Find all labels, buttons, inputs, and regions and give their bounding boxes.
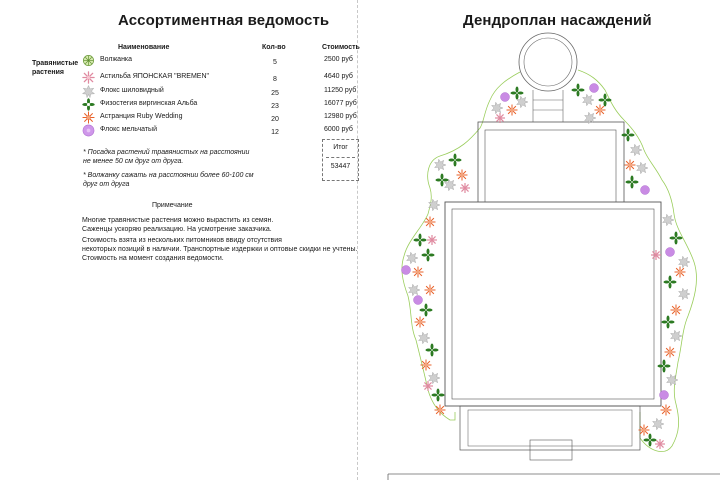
group-label-herbaceous xyxy=(32,59,78,77)
column-header-name: Наименование xyxy=(118,44,170,51)
astrantia-marker xyxy=(595,105,606,116)
physostegia-marker xyxy=(664,276,677,289)
astrantia-marker xyxy=(625,160,636,171)
dendroplan-title: Дендроплан насаждений xyxy=(463,12,652,29)
physostegia-marker xyxy=(420,304,433,317)
group-label-line: Травянистые xyxy=(32,60,79,67)
phlox-subulata-marker xyxy=(667,374,678,386)
column-header-qty: Кол-во xyxy=(262,44,286,51)
astrantia-marker xyxy=(415,317,426,328)
note-line: не менее 50 см друг от друга. xyxy=(83,158,184,165)
table-row xyxy=(82,112,367,125)
astrantia-marker xyxy=(661,405,672,416)
dendroplan-drawing xyxy=(380,0,720,480)
plant-qty: 23 xyxy=(271,103,279,110)
total-divider xyxy=(326,157,355,158)
phlox-subulata-marker xyxy=(653,418,664,430)
astilbe-marker xyxy=(655,439,665,449)
astrantia-marker xyxy=(507,105,518,116)
physostegia-marker xyxy=(414,234,427,247)
remark-paragraph xyxy=(82,236,372,263)
remark-line: некоторых позиций в наличии. Транспортные издержки и оптовые скидки не учтены. xyxy=(82,246,358,253)
phlox-subulata-marker xyxy=(679,256,690,268)
table-row xyxy=(82,125,367,138)
group-label-line: растения xyxy=(32,69,64,76)
astilbe-marker xyxy=(427,235,437,245)
plant-name: Флокс шиловидный xyxy=(100,87,164,94)
plant-qty: 25 xyxy=(271,90,279,97)
plant-qty: 8 xyxy=(273,76,277,83)
physostegia-marker xyxy=(426,344,439,357)
phlox-subulata-marker xyxy=(663,214,674,226)
plant-cost: 11250 руб xyxy=(324,87,357,94)
phlox-subulata-marker xyxy=(429,372,440,384)
total-box xyxy=(322,139,359,181)
phlox-subulata-marker xyxy=(671,330,682,342)
phlox-subulata-marker xyxy=(631,144,642,156)
astilbe-marker xyxy=(423,381,433,391)
lower-deck-inner xyxy=(468,410,632,446)
volzhanka-icon xyxy=(82,54,95,67)
astrantia-marker xyxy=(425,217,436,228)
table-row xyxy=(82,86,367,99)
astrantia-marker xyxy=(665,347,676,358)
astrantia-marker xyxy=(675,267,686,278)
table-row xyxy=(82,99,367,112)
physostegia-marker xyxy=(662,316,675,329)
phlox-subulata-marker xyxy=(583,94,594,106)
astilbe-icon xyxy=(82,71,95,84)
astrantia-marker xyxy=(425,285,436,296)
planting-note xyxy=(83,148,273,166)
phlox-divaricata-marker xyxy=(666,248,675,257)
phlox-subulata-marker xyxy=(679,288,690,300)
remark-line: Многие травянистые растения можно вырастить из семян. xyxy=(82,217,274,224)
plant-qty: 12 xyxy=(271,129,279,136)
phlox-subulata-marker xyxy=(419,332,430,344)
plant-cost: 6000 руб xyxy=(324,126,353,133)
astrantia-marker xyxy=(457,170,468,181)
phlox-divaricata-icon xyxy=(82,124,95,137)
phlox-subulata-marker xyxy=(637,162,648,174)
astilbe-marker xyxy=(495,113,505,123)
lower-deck xyxy=(460,406,640,450)
round-platform-inner xyxy=(524,38,572,86)
phlox-divaricata-marker xyxy=(590,84,599,93)
phlox-subulata-icon xyxy=(82,85,95,98)
column-header-cost: Стоимость xyxy=(322,44,360,51)
phlox-subulata-marker xyxy=(409,284,420,296)
phlox-subulata-marker xyxy=(492,102,503,114)
plant-cost: 16077 руб xyxy=(324,100,357,107)
plant-cost: 2500 руб xyxy=(324,56,353,63)
astrantia-marker xyxy=(435,405,446,416)
note-line: друг от друга xyxy=(83,181,130,188)
physostegia-icon xyxy=(82,98,95,111)
astrantia-marker xyxy=(671,305,682,316)
table-row xyxy=(82,72,367,85)
astrantia-marker xyxy=(639,425,650,436)
plant-qty: 20 xyxy=(271,116,279,123)
remark-line: Стоимость взята из нескольких питомников ввиду отсутствия xyxy=(82,237,282,244)
remark-paragraph xyxy=(82,216,372,234)
physostegia-marker xyxy=(626,176,639,189)
path-to-platform xyxy=(533,90,563,122)
plant-name: Волжанка xyxy=(100,56,133,63)
plant-qty: 5 xyxy=(273,59,277,66)
physostegia-marker xyxy=(449,154,462,167)
physostegia-marker xyxy=(622,129,635,142)
plant-cost: 4640 руб xyxy=(324,73,353,80)
astilbe-marker xyxy=(651,250,661,260)
phlox-subulata-marker xyxy=(435,159,446,171)
round-platform xyxy=(519,33,577,91)
note-line: * Волжанку сажать на расстоянии более 60-100 см xyxy=(83,172,254,179)
plant-name: Астранция Ruby Wedding xyxy=(100,113,183,120)
terrace-outline xyxy=(478,122,624,208)
phlox-divaricata-marker xyxy=(641,186,650,195)
remark-line: Саженцы ускоряю реализацию. На усмотрение заказчика. xyxy=(82,226,272,233)
plant-name: Физостегия виргинская Альба xyxy=(100,100,198,107)
physostegia-marker xyxy=(572,84,585,97)
physostegia-marker xyxy=(422,249,435,262)
note-line: * Посадка растений травянистых на расстоянии xyxy=(83,149,250,156)
remark-line: Стоимость на момент создания ведомости. xyxy=(82,255,224,262)
phlox-subulata-marker xyxy=(407,252,418,264)
astrantia-marker xyxy=(413,267,424,278)
remark-title: Примечание xyxy=(152,202,193,209)
astrantia-icon xyxy=(82,111,95,124)
phlox-divaricata-marker xyxy=(414,296,423,305)
physostegia-marker xyxy=(432,389,445,402)
plant-name: Астильба ЯПОНСКАЯ "BREMEN" xyxy=(100,73,210,80)
plant-name: Флокс мельчатый xyxy=(100,126,158,133)
phlox-divaricata-marker xyxy=(660,391,669,400)
assortment-title: Ассортиментная ведомость xyxy=(118,12,330,29)
volzhanka-note xyxy=(83,171,273,189)
astrantia-marker xyxy=(421,360,432,371)
plant-cost: 12980 руб xyxy=(324,113,357,120)
house-outline xyxy=(445,202,661,406)
astilbe-marker xyxy=(460,183,470,193)
total-value: 53447 xyxy=(330,163,351,170)
phlox-divaricata-marker xyxy=(501,93,510,102)
total-label: Итог xyxy=(333,144,348,151)
phlox-divaricata-marker xyxy=(402,266,411,275)
table-row xyxy=(82,55,367,68)
terrace-inner xyxy=(485,130,616,204)
